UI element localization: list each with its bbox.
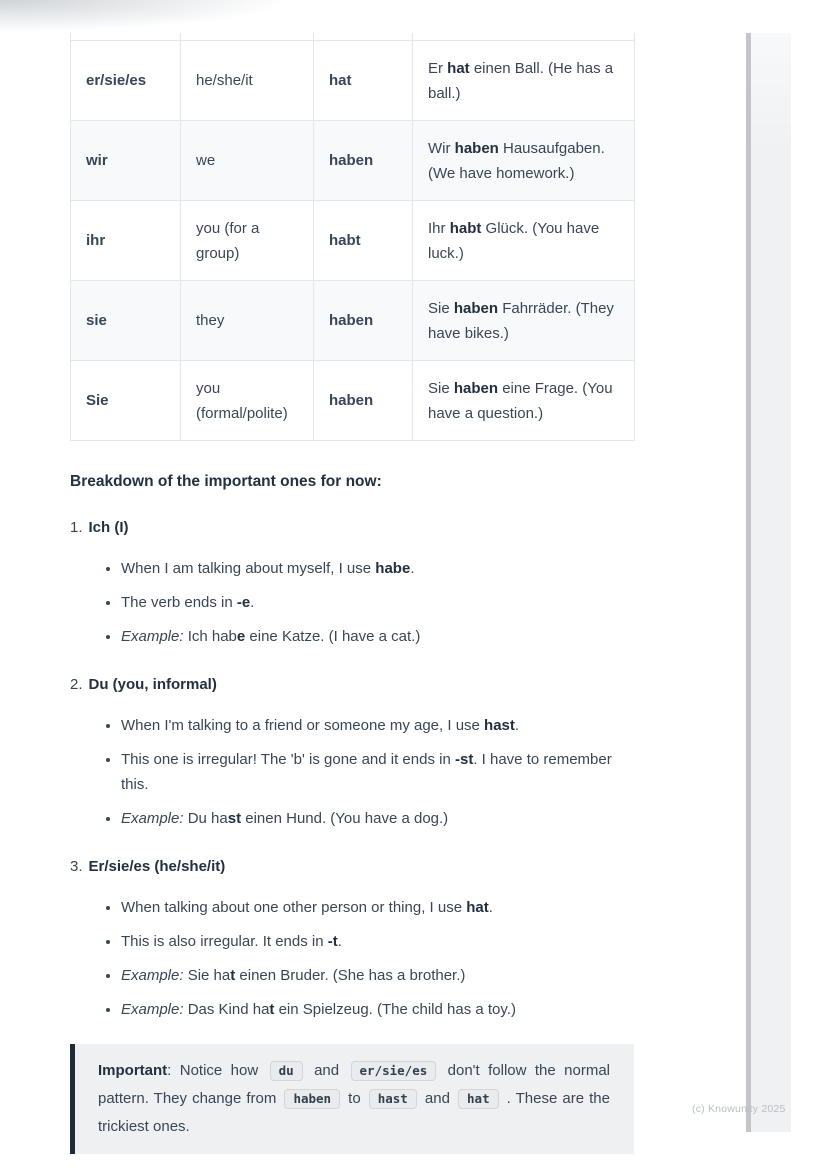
pronoun-cell: sie <box>71 281 181 361</box>
meaning-cell: we <box>181 121 314 201</box>
text-segment: eine Frage. (You have a question.) <box>428 379 613 422</box>
form-cell <box>314 33 413 41</box>
text-segment: When I'm talking to a friend or someone my age, I use <box>121 717 485 734</box>
table-row-cutoff <box>71 33 635 41</box>
form-cell: habt <box>314 201 413 281</box>
code-chip: haben <box>284 1089 340 1109</box>
text-segment: einen Hund. (You have a dog.) <box>241 810 449 827</box>
text-segment: Important <box>98 1062 168 1079</box>
text-segment: Du ha <box>183 810 228 827</box>
text-segment: Das Kind ha <box>183 1001 270 1018</box>
table-row <box>71 121 635 201</box>
text-segment: haben <box>453 299 499 317</box>
meaning-cell: he/she/it <box>181 41 314 121</box>
text-segment: Example: <box>121 1001 184 1018</box>
text-segment: Sie ha <box>183 967 231 984</box>
text-segment: don't follow the normal pattern. They change from <box>98 1062 610 1107</box>
text-segment: and <box>305 1062 348 1079</box>
document-page <box>70 33 634 1154</box>
example-cell <box>413 361 635 441</box>
item-number: 1. <box>70 519 83 536</box>
meaning-cell <box>181 33 314 41</box>
item-title: Du (you, informal) <box>88 676 217 693</box>
bullet-item <box>121 929 634 954</box>
example-cell <box>413 281 635 361</box>
bullet-item <box>121 556 634 581</box>
form-cell: haben <box>314 361 413 441</box>
text-segment: Hausaufgaben. (We have homework.) <box>428 139 605 182</box>
numbered-item-du <box>70 672 634 831</box>
text-segment: When I am talking about myself, I use <box>121 560 376 577</box>
text-segment: -st <box>454 751 474 768</box>
text-segment: The verb ends in <box>121 594 237 611</box>
item-number: 3. <box>70 858 83 875</box>
text-segment: hast <box>484 717 515 734</box>
code-chip: du <box>270 1061 303 1081</box>
example-cell <box>413 33 635 41</box>
example-cell <box>413 201 635 281</box>
text-segment: einen Ball. (He has a ball.) <box>428 59 614 102</box>
important-callout <box>70 1044 634 1154</box>
bullet-list <box>70 895 634 1022</box>
bullet-item <box>121 590 634 615</box>
bullet-list <box>70 556 634 649</box>
form-cell: haben <box>314 281 413 361</box>
text-segment: When talking about one other person or thing, I use <box>121 899 467 916</box>
text-segment: . <box>514 717 520 734</box>
meaning-cell: you (formal/polite) <box>181 361 314 441</box>
text-segment: eine Katze. (I have a cat.) <box>245 628 421 645</box>
text-segment: . <box>488 899 493 916</box>
text-segment: and <box>419 1090 456 1107</box>
text-segment: hat <box>466 899 489 916</box>
pronoun-cell: ihr <box>71 201 181 281</box>
watermark: (c) Knowunity 2025 <box>692 1103 786 1115</box>
text-segment: . <box>250 594 255 611</box>
code-chip: hat <box>458 1089 499 1109</box>
text-segment: . <box>410 560 415 577</box>
item-title: Ich (I) <box>88 519 129 536</box>
text-segment: . These are the trickiest ones. <box>98 1090 610 1135</box>
text-segment: -t <box>327 933 338 950</box>
text-segment: Wir <box>428 139 455 157</box>
text-segment: Example: <box>121 967 184 984</box>
text-segment: habe <box>375 560 411 577</box>
bullet-item <box>121 997 634 1022</box>
bullet-list <box>70 713 634 831</box>
scrollbar-track[interactable] <box>746 33 791 1132</box>
form-cell: hat <box>314 41 413 121</box>
text-segment: haben <box>453 379 499 397</box>
item-number: 2. <box>70 676 83 693</box>
pronoun-cell: wir <box>71 121 181 201</box>
code-chip: er/sie/es <box>351 1061 437 1081</box>
form-cell: haben <box>314 121 413 201</box>
example-cell <box>413 121 635 201</box>
bullet-item <box>121 747 634 797</box>
pronoun-cell: er/sie/es <box>71 41 181 121</box>
bullet-item <box>121 624 634 649</box>
text-segment: st <box>227 810 242 827</box>
text-segment: hat <box>447 59 470 77</box>
text-segment: t <box>230 967 236 984</box>
text-segment: -e <box>236 594 251 611</box>
bullet-item <box>121 963 634 988</box>
numbered-item-er-sie-es <box>70 854 634 1022</box>
bullet-item <box>121 895 634 920</box>
conjugation-table <box>70 33 635 441</box>
table-row <box>71 41 635 121</box>
text-segment: Sie <box>428 299 454 317</box>
item-title: Er/sie/es (he/she/it) <box>88 858 226 875</box>
text-segment: Ihr <box>428 219 450 237</box>
text-segment: t <box>269 1001 275 1018</box>
code-chip: hast <box>369 1089 417 1109</box>
table-row <box>71 281 635 361</box>
table-row <box>71 361 635 441</box>
text-segment: Ich hab <box>183 628 237 645</box>
numbered-item-ich <box>70 515 634 649</box>
text-segment: ein Spielzeug. (The child has a toy.) <box>274 1001 516 1018</box>
pronoun-cell: Sie <box>71 361 181 441</box>
text-segment: This one is irregular! The 'b' is gone and it ends in <box>121 751 455 768</box>
text-segment: Fahrräder. (They have bikes.) <box>428 299 614 342</box>
text-segment: haben <box>454 139 499 157</box>
text-segment: Sie <box>428 379 454 397</box>
text-segment: habt <box>449 219 482 237</box>
text-segment: e <box>236 628 246 645</box>
text-segment: : Notice how <box>167 1062 267 1079</box>
text-segment: . I have to remember this. <box>121 751 612 793</box>
text-segment: Example: <box>121 628 184 645</box>
text-segment: This is also irregular. It ends in <box>121 933 328 950</box>
pronoun-cell <box>71 33 181 41</box>
text-segment: to <box>343 1090 366 1107</box>
breakdown-heading: Breakdown of the important ones for now: <box>70 473 382 490</box>
text-segment: Example: <box>121 810 184 827</box>
bullet-item <box>121 806 634 831</box>
meaning-cell: you (for a group) <box>181 201 314 281</box>
meaning-cell: they <box>181 281 314 361</box>
text-segment: Glück. (You have luck.) <box>428 219 600 262</box>
text-segment: Er <box>428 59 448 77</box>
text-segment: . <box>337 933 342 950</box>
text-segment: einen Bruder. (She has a brother.) <box>235 967 466 984</box>
example-cell <box>413 41 635 121</box>
table-row <box>71 201 635 281</box>
bullet-item <box>121 713 634 738</box>
